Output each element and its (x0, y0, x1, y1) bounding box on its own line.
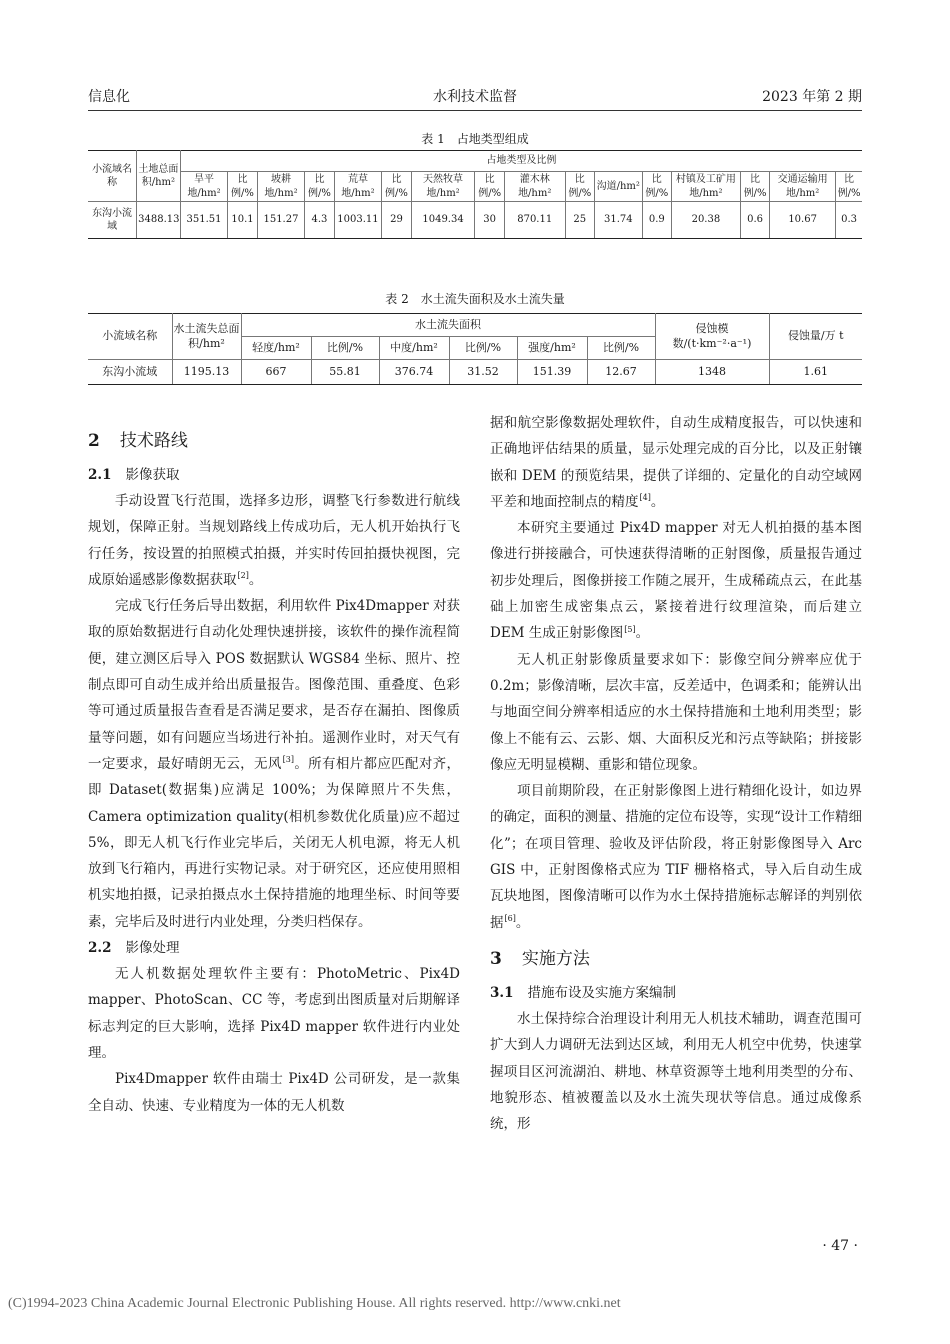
table2-cell: 667 (241, 360, 311, 385)
paragraph: 水土保持综合治理设计利用无人机技术辅助，调查范围可扩大到人力调研无法到达区域，利用无人机空中优势，快速掌握项目区河流湖泊、耕地、林草资源等土地利用类型的分布、地貌形态、植被覆盖以及水土流失现状等信息。通过成像系统，形 (490, 1010, 862, 1133)
table1-cell: 0.6 (740, 202, 769, 239)
table1-type-header: 旱平地/hm² (180, 172, 228, 202)
table2-cell: 31.52 (449, 360, 517, 385)
header-rule (88, 110, 862, 111)
table2-cell: 1195.13 (172, 360, 241, 385)
subsection-heading: 2.2 影像处理 (88, 940, 180, 957)
table1-pct-header: 比例/% (642, 172, 671, 202)
table1-pct-header: 比例/% (382, 172, 411, 202)
paragraph: 项目前期阶段，在正射影像图上进行精细化设计，如边界的确定，面积的测量、措施的定位布设等，实现“设计工作精细化”；在项目管理、验收及评估阶段，将正射影像图导入 Arc GIS 中，正射图像格式应为 TIF 栅格格式，导入后自动生成瓦块地图，图像清晰可以作为水土保持措施标志解译的判别依据[6]。 (490, 783, 862, 931)
paragraph: 无人机数据处理软件主要有：PhotoMetric、Pix4D mapper、PhotoScan、CC 等，考虑到出图质量对后期解译标志判定的巨大影响，选择 Pix4D mapper 软件进行内业处理。 (88, 966, 460, 1061)
table1-header-group: 占地类型及比例 (180, 151, 862, 172)
left-column (88, 418, 460, 1119)
table1-cell: 0.3 (836, 202, 862, 239)
table2-sub-header: 中度/hm² (379, 337, 449, 360)
subsection-heading: 3.1 措施布设及实施方案编制 (490, 984, 676, 1001)
table1-type-header: 沟道/hm² (594, 172, 642, 202)
table2-cell: 376.74 (379, 360, 449, 385)
table1-pct-header: 比例/% (305, 172, 334, 202)
table2-sub-header: 强度/hm² (517, 337, 587, 360)
table2-cell: 55.81 (311, 360, 379, 385)
table2-cell: 12.67 (587, 360, 655, 385)
copyright-footer: (C)1994-2023 China Academic Journal Electronic Publishing House. All rights reserved. http://www.cnki.net (8, 1296, 621, 1311)
paragraph: 手动设置飞行范围，选择多边形，调整飞行参数进行航线规划，保障正射。当规划路线上传成功后，无人机开始执行飞行任务，按设置的拍照模式拍摄，并实时传回拍摄快视图，完成原始遥感影像数据获取[2]。 (88, 493, 460, 588)
table1-pct-header: 比例/% (565, 172, 594, 202)
paragraph: Pix4Dmapper 软件由瑞士 Pix4D 公司研发，是一款集全自动、快速、专业精度为一体的无人机数 (88, 1071, 460, 1114)
table-row (88, 202, 862, 239)
table1-pct-header: 比例/% (475, 172, 504, 202)
table2-sub-header: 轻度/hm² (241, 337, 311, 360)
table-row (88, 360, 862, 385)
table2-sub-header: 比例/% (311, 337, 379, 360)
table2-sub-header: 比例/% (449, 337, 517, 360)
running-head-section: 信息化 (88, 89, 130, 105)
table1-type-header: 坡耕地/hm² (257, 172, 305, 202)
table2-caption: 表 2 水土流失面积及水土流失量 (385, 292, 565, 306)
table1-header-name: 小流域名称 (88, 151, 137, 202)
citation: [4] (639, 493, 651, 503)
table1-caption: 表 1 占地类型组成 (421, 132, 529, 146)
section-heading: 2 技术路线 (88, 431, 188, 451)
table1-cell: 151.27 (257, 202, 305, 239)
table1-cell: 0.9 (642, 202, 671, 239)
table1-type-header: 天然牧草地/hm² (411, 172, 475, 202)
paragraph: 本研究主要通过 Pix4D mapper 对无人机拍摄的基本图像进行拼接融合，可快速获得清晰的正射图像，质量报告通过初步处理后，图像拼接工作随之展开，生成稀疏点云，在此基础上加密生成密集点云，紧接着进行纹理渲染，而后建立 DEM 生成正射影像图[5]。 (490, 520, 862, 642)
table1-header-total: 土地总面积/hm² (137, 151, 181, 202)
table1-pct-header: 比例/% (740, 172, 769, 202)
table2-cell-name: 东沟小流域 (88, 360, 172, 385)
table2-header-total: 水土流失总面积/hm² (172, 314, 241, 360)
table2-header-name: 小流域名称 (88, 314, 172, 360)
section-heading: 3 实施方法 (490, 948, 590, 969)
running-head-journal: 水利技术监督 (433, 89, 517, 105)
table1-pct-header: 比例/% (836, 172, 862, 202)
paragraph: 无人机正射影像质量要求如下：影像空间分辨率应优于 0.2m；影像清晰，层次丰富，反差适中，色调柔和；能辨认出与地面空间分辨率相适应的水土保持措施和土地利用类型；影像上不能有云、云影、烟、大面积反光和污点等缺陷；拼接影像应无明显模糊、重影和错位现象。 (490, 651, 862, 773)
paragraph: 据和航空影像数据处理软件，自动生成精度报告，可以快速和正确地评估结果的质量，显示处理完成的百分比，以及正射镶嵌和 DEM 的预览结果，提供了详细的、定量化的自动空域网平差和地面控制点的精度[4]。 (490, 415, 862, 510)
citation: [3] (282, 755, 295, 765)
table1-cell: 4.3 (305, 202, 334, 239)
citation: [6] (504, 914, 516, 924)
table1-type-header: 荒草地/hm² (334, 172, 382, 202)
table1 (88, 150, 862, 239)
table1-cell: 351.51 (180, 202, 228, 239)
table1-type-header: 灌木林地/hm² (504, 172, 565, 202)
table2-cell: 151.39 (517, 360, 587, 385)
table1-cell: 1003.11 (334, 202, 382, 239)
running-head-issue: 2023 年第 2 期 (762, 89, 862, 105)
table1-cell: 31.74 (594, 202, 642, 239)
table1-type-header: 村镇及工矿用地/hm² (671, 172, 740, 202)
table1-cell: 30 (475, 202, 504, 239)
table2 (88, 313, 862, 385)
subsection-heading: 2.1 影像获取 (88, 467, 180, 483)
paragraph: 完成飞行任务后导出数据，利用软件 Pix4Dmapper 对获取的原始数据进行自动化处理快速拼接，该软件的操作流程简便，建立测区后导入 POS 数据默认 WGS84 坐标、照片、控制点即可自动生成并给出质量报告。图像范围、重叠度、色彩等可通过质量报告查看是否满足要求，是否存在漏拍、图像质量等问题，如有问题应当场进行补拍。遥测作业时，对天气有一定要求，最好晴朗无云，无风[3]。所有相片都应匹配对齐，即 Dataset(数据集)应满足 100%；为保障照片不失焦，Camera optimization quality(相机参数优化质量)应不超过 5%，即无人机飞行作业完毕后，关闭无人机电源，将无人机放到飞行箱内，再进行实物记录。对于研究区，还应使用照相机实地拍摄，记录拍摄点水土保持措施的地理坐标、时间等要素，完毕后及时进行内业处理，分类归档保存。 (88, 598, 461, 930)
table1-cell-total: 3488.13 (137, 202, 181, 239)
table2-sub-header: 比例/% (587, 337, 655, 360)
page-number: · 47 · (822, 1238, 858, 1254)
table1-cell: 1049.34 (411, 202, 475, 239)
table1-cell: 29 (382, 202, 411, 239)
table1-type-header: 交通运输用地/hm² (770, 172, 836, 202)
table2-header-modulus: 侵蚀模数/(t·km⁻²·a⁻¹) (655, 314, 769, 360)
table1-cell: 10.67 (770, 202, 836, 239)
table1-pct-header: 比例/% (228, 172, 257, 202)
table2-cell: 1.61 (769, 360, 862, 385)
citation: [2] (237, 571, 249, 581)
table1-cell: 25 (565, 202, 594, 239)
table2-header-amount: 侵蚀量/万 t (769, 314, 862, 360)
citation: [5] (624, 624, 636, 634)
table1-cell-name: 东沟小流域 (88, 202, 137, 239)
table1-cell: 20.38 (671, 202, 740, 239)
table2-header-group: 水土流失面积 (241, 314, 655, 337)
table2-cell: 1348 (655, 360, 769, 385)
right-column (490, 410, 862, 1137)
table1-cell: 870.11 (504, 202, 565, 239)
table1-cell: 10.1 (228, 202, 257, 239)
